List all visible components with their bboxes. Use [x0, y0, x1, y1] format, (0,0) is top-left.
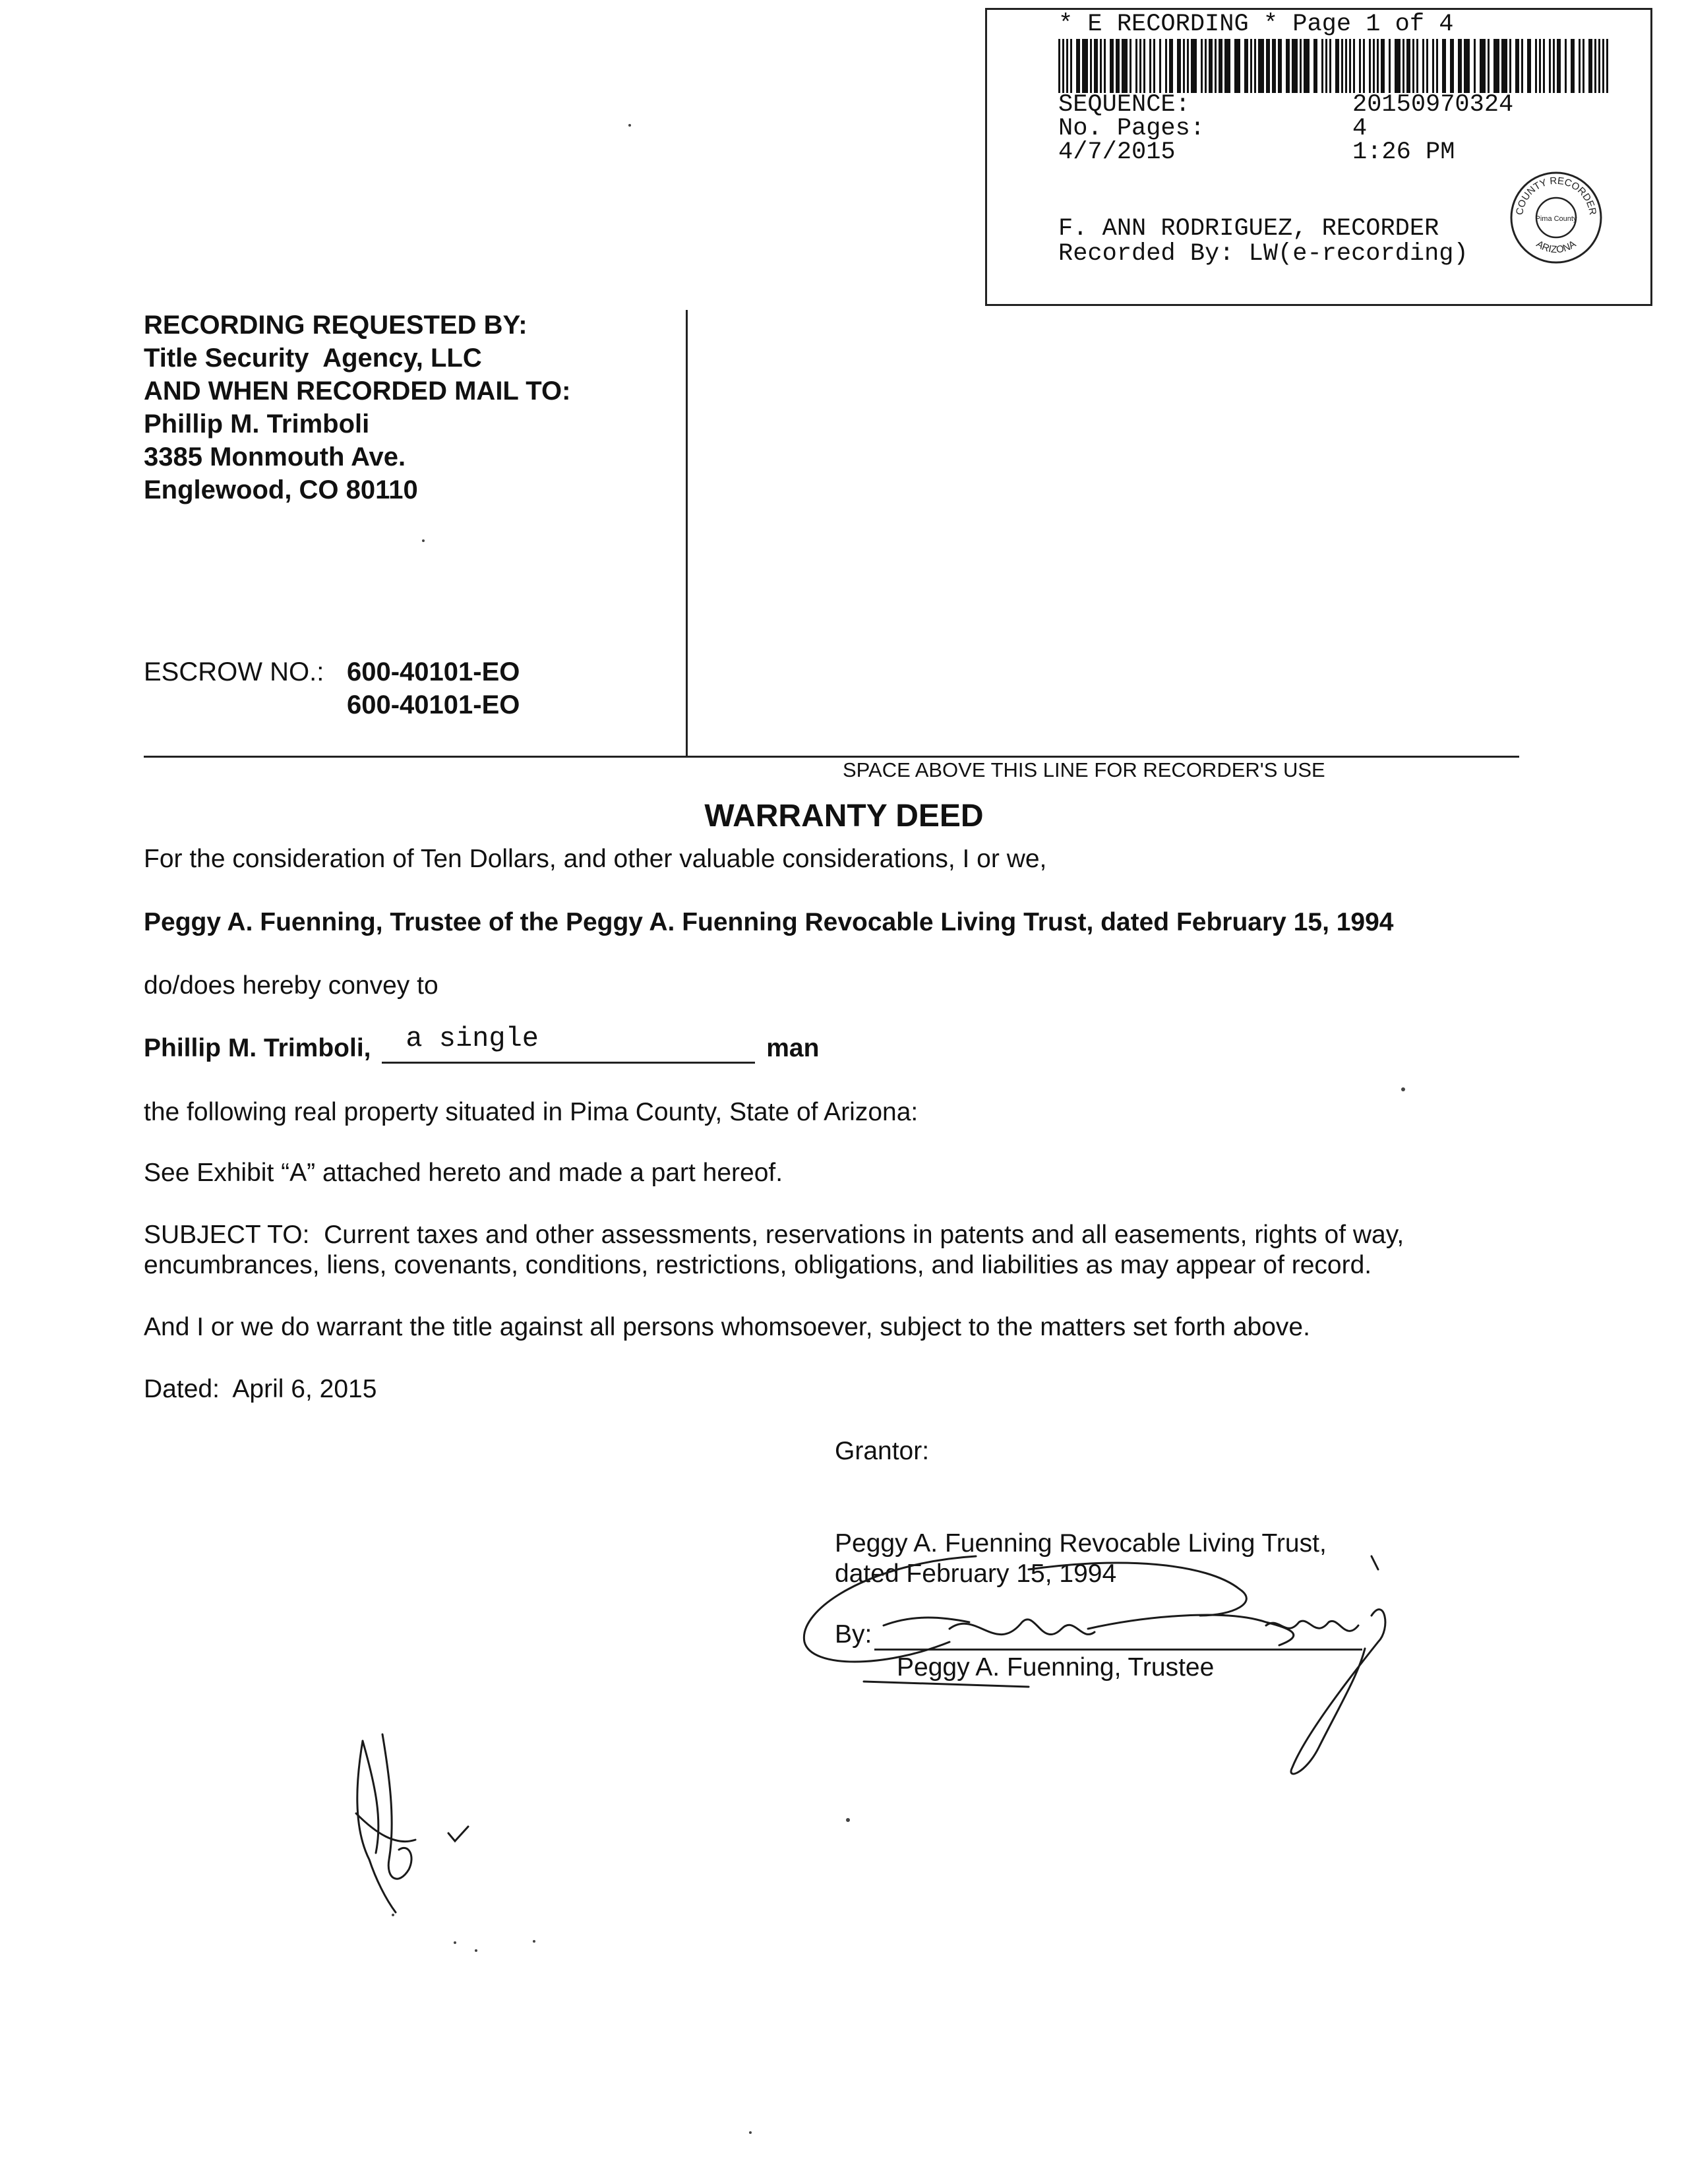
barcode-bar — [1254, 39, 1256, 93]
barcode-bar — [1082, 39, 1088, 93]
recorder-use-note: SPACE ABOVE THIS LINE FOR RECORDER'S USE — [843, 758, 1325, 781]
barcode-bar — [1527, 39, 1531, 93]
seal-center-text: Pima County — [1535, 215, 1577, 223]
barcode-bar — [1480, 39, 1486, 93]
barcode-bar — [1149, 39, 1151, 93]
barcode-bar — [1515, 39, 1519, 93]
barcode-bar — [1209, 39, 1213, 93]
barcode-bar — [1377, 39, 1379, 93]
barcode-bar — [1130, 39, 1131, 93]
barcode-bar — [1474, 39, 1476, 93]
barcode-bar — [1286, 39, 1290, 93]
barcode-bar — [1135, 39, 1137, 93]
barcode-bar — [1501, 39, 1507, 93]
barcode-bar — [1416, 39, 1418, 93]
property-text: the following real property situated in Pima County, State of Arizona: — [144, 1098, 919, 1126]
barcode-bar — [1341, 39, 1343, 93]
exhibit-text: See Exhibit “A” attached hereto and made a part hereof. — [144, 1159, 783, 1187]
subject-to-line-1: SUBJECT TO: Current taxes and other assessments, reservations in patents and all easements, rights of way, — [144, 1221, 1404, 1249]
svg-text:ARIZONA — [1534, 239, 1579, 256]
barcode-bar — [1442, 39, 1446, 93]
barcode-bar — [1300, 39, 1302, 93]
barcode-bar — [1436, 39, 1438, 93]
barcode-bar — [1345, 39, 1347, 93]
barcode-bar — [1169, 39, 1173, 93]
barcode-bar — [1304, 39, 1310, 93]
barcode-bar — [1122, 39, 1128, 93]
barcode-bar — [1406, 39, 1410, 93]
barcode-bar — [1395, 39, 1401, 93]
barcode-bar — [1205, 39, 1207, 93]
barcode-bar — [1272, 39, 1276, 93]
pages-label: No. Pages: — [1058, 115, 1205, 142]
initials-mark — [336, 1728, 495, 1926]
barcode-bar — [1373, 39, 1375, 93]
grantee-line — [144, 1023, 820, 1064]
escrow-label: ESCROW NO.: — [144, 657, 324, 686]
barcode-bar — [1183, 39, 1185, 93]
stamp-header: * E RECORDING * Page 1 of 4 — [1058, 11, 1454, 38]
barcode-bar — [1553, 39, 1555, 93]
barcode-bar — [1116, 39, 1120, 93]
barcode-bar — [1066, 39, 1068, 93]
barcode-bar — [1426, 39, 1428, 93]
barcode-bar — [1594, 39, 1596, 93]
recorder-space-line — [144, 756, 1519, 758]
barcode-bar — [1143, 39, 1145, 93]
barcode-bar — [1201, 39, 1203, 93]
barcode-bar — [1602, 39, 1604, 93]
escrow-number-1: 600-40101-EO — [347, 657, 520, 686]
barcode-bar — [1389, 39, 1391, 93]
grantor-label: Grantor: — [835, 1437, 930, 1465]
barcode-bar — [1076, 39, 1080, 93]
grantor-signature — [778, 1517, 1437, 1794]
warrant-text: And I or we do warrant the title against all persons whomsoever, subject to the matters set forth above. — [144, 1313, 1310, 1341]
barcode-bar — [1244, 39, 1248, 93]
barcode-bar — [1458, 39, 1462, 93]
requested-by-label: RECORDING REQUESTED BY: — [144, 311, 528, 340]
barcode-bar — [1153, 39, 1155, 93]
trust-name: Peggy A. Fuenning Revocable Living Trust, — [835, 1529, 1327, 1558]
seal-top-text: COUNTY RECORDER — [1514, 175, 1598, 216]
barcode-bar — [1058, 39, 1060, 93]
by-label: By: — [835, 1620, 872, 1649]
header-divider-vertical — [686, 310, 688, 756]
barcode-bar — [1588, 39, 1592, 93]
barcode-bar — [1539, 39, 1541, 93]
barcode-bar — [1369, 39, 1371, 93]
record-time: 1:26 PM — [1352, 138, 1455, 166]
barcode-bar — [1598, 39, 1600, 93]
barcode-bar — [1177, 39, 1181, 93]
barcode-bar — [1381, 39, 1385, 93]
barcode-bar — [1258, 39, 1264, 93]
barcode-bar — [1094, 39, 1098, 93]
barcode-bar — [1543, 39, 1545, 93]
barcode-bar — [1313, 39, 1317, 93]
barcode-bar — [1266, 39, 1270, 93]
barcode — [1058, 39, 1610, 93]
barcode-bar — [1159, 39, 1161, 93]
barcode-bar — [1062, 39, 1064, 93]
pages-value: 4 — [1352, 115, 1368, 142]
sequence-value: 20150970324 — [1352, 91, 1514, 119]
deed-title: WARRANTY DEED — [704, 799, 984, 834]
mail-city: Englewood, CO 80110 — [144, 475, 418, 504]
barcode-bar — [1359, 39, 1361, 93]
grantor-line: Peggy A. Fuenning, Trustee of the Peggy A. Fuenning Revocable Living Trust, dated February 15, 1994 — [144, 908, 1394, 936]
svg-text:COUNTY RECORDER — [1514, 175, 1598, 216]
barcode-bar — [1571, 39, 1575, 93]
barcode-bar — [1070, 39, 1072, 93]
recorder-name: F. ANN RODRIGUEZ, RECORDER — [1058, 215, 1439, 243]
barcode-bar — [1493, 39, 1499, 93]
barcode-bar — [1325, 39, 1327, 93]
barcode-bar — [1250, 39, 1252, 93]
requested-by-value: Title Security Agency, LLC — [144, 344, 482, 373]
recorded-by: Recorded By: LW(e-recording) — [1058, 240, 1468, 268]
barcode-bar — [1557, 39, 1561, 93]
mail-name: Phillip M. Trimboli — [144, 410, 370, 439]
barcode-bar — [1535, 39, 1537, 93]
trust-dated: dated February 15, 1994 — [835, 1560, 1117, 1588]
barcode-bar — [1565, 39, 1567, 93]
barcode-bar — [1422, 39, 1424, 93]
seal-bottom-text: ARIZONA — [1534, 238, 1579, 256]
barcode-bar — [1509, 39, 1511, 93]
barcode-bar — [1335, 39, 1339, 93]
barcode-bar — [1412, 39, 1414, 93]
barcode-bar — [1582, 39, 1584, 93]
dated-text: Dated: April 6, 2015 — [144, 1375, 377, 1403]
barcode-bar — [1464, 39, 1470, 93]
barcode-bar — [1292, 39, 1298, 93]
consideration-text: For the consideration of Ten Dollars, and other valuable considerations, I or we, — [144, 845, 1047, 873]
grantee-name: Phillip M. Trimboli, — [144, 1034, 371, 1062]
barcode-bar — [1139, 39, 1141, 93]
mail-to-label: AND WHEN RECORDED MAIL TO: — [144, 377, 571, 406]
barcode-bar — [1234, 39, 1240, 93]
county-seal-icon — [1508, 169, 1604, 266]
sequence-label: SEQUENCE: — [1058, 91, 1190, 119]
barcode-bar — [1191, 39, 1197, 93]
convey-text: do/does hereby convey to — [144, 971, 438, 1000]
barcode-bar — [1329, 39, 1331, 93]
subject-to-line-2: encumbrances, liens, covenants, conditions, restrictions, obligations, and liabilities as may appear of record. — [144, 1251, 1372, 1279]
grantee-suffix: man — [766, 1034, 820, 1062]
barcode-bar — [1606, 39, 1608, 93]
barcode-bar — [1432, 39, 1434, 93]
signer-name: Peggy A. Fuenning, Trustee — [897, 1653, 1215, 1682]
barcode-bar — [1321, 39, 1323, 93]
recorder-stamp — [985, 8, 1652, 306]
barcode-bar — [1349, 39, 1351, 93]
barcode-bar — [1579, 39, 1581, 93]
barcode-bar — [1224, 39, 1230, 93]
barcode-bar — [1090, 39, 1092, 93]
barcode-bar — [1488, 39, 1490, 93]
barcode-bar — [1450, 39, 1454, 93]
grantee-blank — [382, 1023, 755, 1064]
barcode-bar — [1549, 39, 1551, 93]
barcode-bar — [1187, 39, 1189, 93]
barcode-bar — [1353, 39, 1355, 93]
record-date: 4/7/2015 — [1058, 138, 1176, 166]
barcode-bar — [1104, 39, 1106, 93]
barcode-bar — [1278, 39, 1282, 93]
barcode-bar — [1100, 39, 1102, 93]
barcode-bar — [1219, 39, 1222, 93]
grantee-handwritten: a single — [406, 1023, 539, 1054]
barcode-bar — [1110, 39, 1114, 93]
barcode-bar — [1521, 39, 1523, 93]
mail-street: 3385 Monmouth Ave. — [144, 442, 406, 471]
barcode-bar — [1165, 39, 1167, 93]
escrow-number-2: 600-40101-EO — [347, 690, 520, 719]
barcode-bar — [1402, 39, 1404, 93]
barcode-bar — [1215, 39, 1217, 93]
barcode-bar — [1363, 39, 1365, 93]
